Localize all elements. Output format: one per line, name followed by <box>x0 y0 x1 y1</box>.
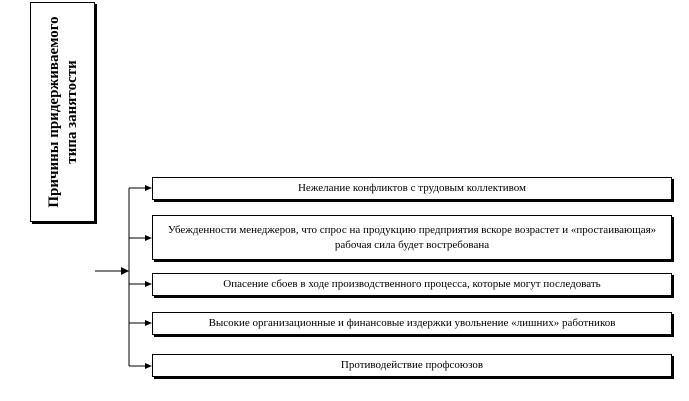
root-cause-title-line1: Причины придерживаемого <box>45 16 62 208</box>
root-cause-title-line2: типа занятости <box>63 60 80 164</box>
cause-text-demand-expectation: Убежденности менеджеров, что спрос на продукцию предприятия вскоре возрастет и «простаивающая» рабочая сила будет востребована <box>167 223 657 251</box>
branch-arrowhead-4 <box>145 320 152 326</box>
cause-box-unions <box>152 354 672 377</box>
cause-text-conflicts: Нежелание конфликтов с трудовым коллективом <box>297 182 527 194</box>
branch-arrowhead-1 <box>145 185 152 191</box>
branch-arrowhead-3 <box>145 281 152 287</box>
cause-box-conflicts <box>152 177 672 200</box>
cause-text-dismissal-costs: Высокие организационные и финансовые издержки увольнение «лишних» работников <box>208 317 616 329</box>
incoming-arrowhead <box>121 267 129 275</box>
branch-arrowhead-2 <box>145 235 152 241</box>
branch-arrowhead-5 <box>145 363 152 369</box>
cause-box-dismissal-costs <box>152 312 672 335</box>
cause-box-production-disruption <box>152 273 672 296</box>
cause-text-production-disruption: Опасение сбоев в ходе производственного процесса, которые могут последовать <box>223 278 601 290</box>
cause-box-demand-expectation <box>152 215 672 260</box>
cause-text-unions: Противодействие профсоюзов <box>340 359 484 371</box>
